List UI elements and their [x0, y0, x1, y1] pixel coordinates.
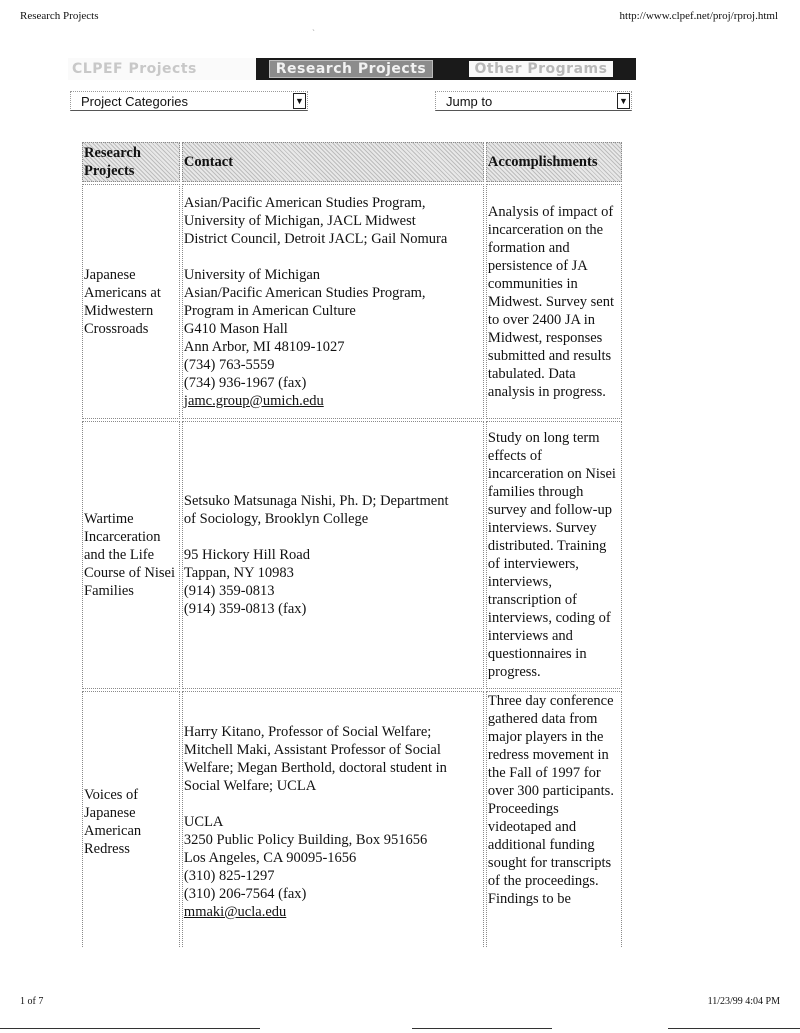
chevron-down-icon[interactable]: ▼: [293, 93, 306, 109]
contact-line: Setsuko Matsunaga Nishi, Ph. D; Department: [183, 493, 449, 509]
accomplishments-cell: Study on long term effects of incarceration on Nisei families through survey and follow-up interviews. Survey distributed. Training of interviewers, interviews, transcription of interviews, coding of interviews and questionnaires in progress.: [486, 421, 622, 689]
contact-lines: [184, 492, 482, 618]
contact-cell: [182, 691, 484, 948]
contact-cell: [182, 421, 484, 689]
contact-line: University of Michigan: [183, 266, 321, 283]
tab-other-programs-label: Other Programs: [469, 61, 614, 77]
table-row: [82, 184, 622, 419]
tab-research-projects-label: Research Projects: [269, 60, 434, 78]
contact-line: (310) 825-1297: [183, 868, 275, 884]
scan-mark: `: [312, 28, 315, 38]
project-categories-select[interactable]: [70, 91, 308, 111]
contact-line: Tappan, NY 10983: [183, 565, 294, 581]
footer-rule: [412, 1028, 552, 1029]
table-row: [82, 421, 622, 689]
line-spacer: [184, 795, 482, 813]
tab-clpef-projects[interactable]: CLPEF Projects: [68, 58, 256, 80]
contact-line: (914) 359-0813 (fax): [183, 601, 307, 617]
accomplishments-cell: Analysis of impact of incarceration on the formation and persistence of JA communities in Midwest. Survey sent to over 2400 JA in Midwest, responses submitted and results tabulated. Data analysis in progress.: [486, 184, 622, 419]
contact-line: University of Michigan, JACL Midwest: [183, 212, 416, 229]
contact-line: of Sociology, Brooklyn College: [183, 511, 369, 527]
table-header-row: [82, 142, 622, 182]
header-accomplishments: Accomplishments: [486, 142, 622, 182]
contact-line: UCLA: [183, 814, 224, 830]
contact-line: Mitchell Maki, Assistant Professor of Social: [183, 742, 441, 758]
table-row: [82, 691, 622, 948]
project-name: Japanese Americans at Midwestern Crossroads: [82, 184, 180, 419]
contact-line: 3250 Public Policy Building, Box 951656: [183, 832, 428, 848]
contact-cell: [182, 184, 484, 419]
tab-research-projects[interactable]: [256, 58, 446, 80]
print-header-url: http://www.clpef.net/proj/rproj.html: [619, 10, 778, 22]
tab-other-programs[interactable]: [446, 58, 636, 80]
chevron-down-icon[interactable]: ▼: [617, 93, 630, 109]
research-projects-table-wrapper: [80, 140, 624, 948]
header-contact: Contact: [182, 142, 484, 182]
contact-line: 95 Hickory Hill Road: [183, 547, 310, 563]
project-name: Wartime Incarceration and the Life Course of Nisei Families: [82, 421, 180, 689]
contact-line: Ann Arbor, MI 48109-1027: [183, 338, 345, 355]
jump-to-select[interactable]: [435, 91, 632, 111]
header-research-projects: Research Projects: [82, 142, 180, 182]
nav-tab-bar: [68, 58, 636, 80]
contact-line: Los Angeles, CA 90095-1656: [183, 850, 357, 866]
contact-line: (914) 359-0813: [183, 583, 275, 599]
print-footer-datetime: 11/23/99 4:04 PM: [707, 996, 780, 1007]
contact-line: Asian/Pacific American Studies Program,: [183, 284, 426, 301]
contact-line: Harry Kitano, Professor of Social Welfare;: [183, 724, 432, 740]
print-header-title: Research Projects: [20, 10, 99, 22]
footer-rule: [0, 1028, 260, 1029]
contact-line: G410 Mason Hall: [183, 320, 288, 337]
contact-line: (734) 936-1967 (fax): [183, 374, 307, 391]
contact-lines: [184, 194, 482, 392]
email-link[interactable]: mmaki@ucla.edu: [183, 904, 287, 920]
project-name: Voices of Japanese American Redress: [82, 691, 180, 948]
jump-to-value: Jump to: [446, 93, 493, 109]
contact-line: Social Welfare; UCLA: [183, 778, 317, 794]
email-link[interactable]: jamc.group@umich.edu: [183, 392, 324, 409]
contact-lines: [184, 723, 482, 903]
contact-line: District Council, Detroit JACL; Gail Nomura: [183, 230, 448, 247]
contact-line: (734) 763-5559: [183, 356, 275, 373]
contact-line: Welfare; Megan Berthold, doctoral student in: [183, 760, 447, 776]
footer-rule: [668, 1028, 800, 1029]
contact-line: Program in American Culture: [183, 302, 356, 319]
line-spacer: [184, 248, 482, 266]
research-projects-table: [80, 140, 624, 948]
contact-line: Asian/Pacific American Studies Program,: [183, 194, 426, 211]
project-categories-value: Project Categories: [81, 93, 188, 109]
contact-line: (310) 206-7564 (fax): [183, 886, 307, 902]
print-footer-page: 1 of 7: [20, 996, 44, 1007]
accomplishments-cell: Three day conference gathered data from major players in the redress movement in the Fall of 1997 for over 300 participants. Proceedings videotaped and additional funding sought for transcripts of the proceedings. Findings to be: [486, 691, 622, 948]
line-spacer: [184, 528, 482, 546]
